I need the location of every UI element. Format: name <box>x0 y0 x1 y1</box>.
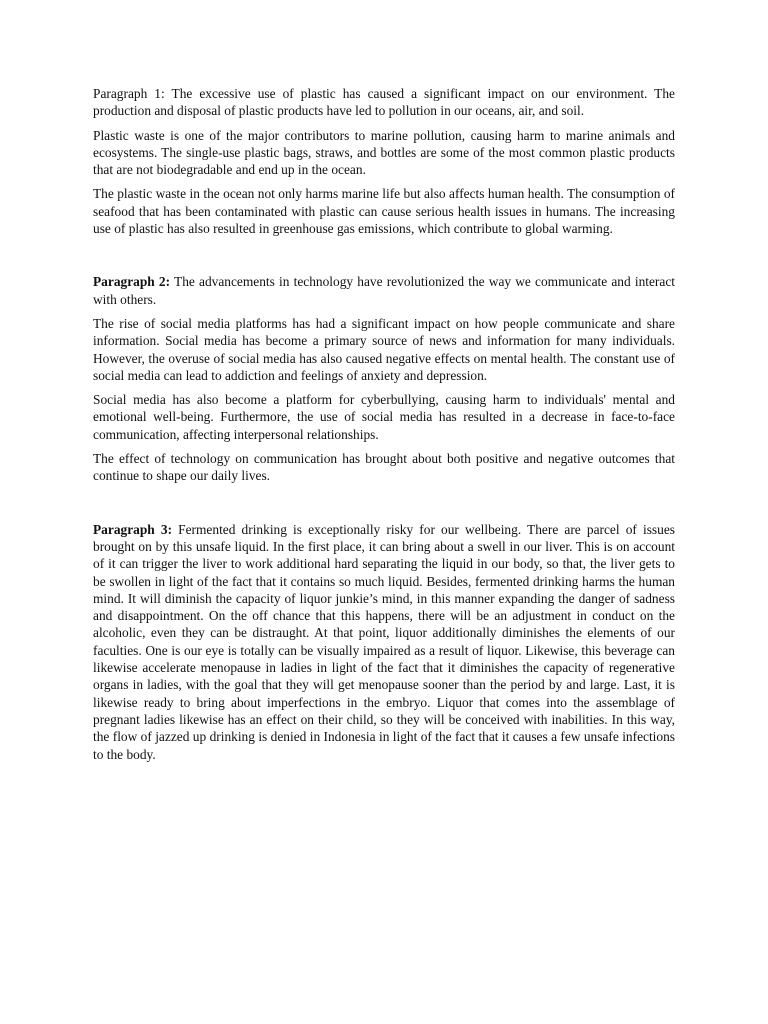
paragraph-2-intro-text: The advancements in technology have revolutionized the way we communicate and interact with others. <box>93 274 675 307</box>
paragraph-2-social-media: The rise of social media platforms has had a significant impact on how people communicate and share information. Social media has become a primary source of news and information for many individuals. However, the overuse of social media has also caused negative effects on mental health. The constant use of social media can lead to addiction and feelings of anxiety and depression. <box>93 315 675 383</box>
paragraph-3-heading: Paragraph 3: <box>93 521 173 537</box>
paragraph-2-conclusion: The effect of technology on communication has brought about both positive and negative outcomes that continue to shape our daily lives. <box>93 451 675 484</box>
paragraph-3-text: Fermented drinking is exceptionally risky for our wellbeing. There are parcel of issues brought on by this unsafe liquid. In the first place, it can bring about a swell in our liver. This is on account of it can trigger the liver to work additional hard separating the liquid in our body, so that, the liver gets to be swollen in light of the fact that it contains so much liquid. Besides, fermented drinking harms the human mind. It will diminish the capacity of liquor junkie’s mind, in this manner expanding the danger of sadness and disappointment. On the off chance that this happens, there will be an adjustment in conduct on the alcoholic, even they can be distraught. At that point, liquor additionally diminishes the elements of our faculties. One is our eye is totally can be visually impaired as a result of liquor. Likewise, this beverage can likewise accelerate menopause in ladies in light of the fact that it diminishes the capacity of regenerative organs in ladies, with the goal that they will get menopause sooner than the period by and large. Last, it is likewise ready to bring about imperfections in the embryo. Liquor that comes into the assemblage of pregnant ladies likewise has an effect on their child, so they will be conceived with inabilities. In this way, the flow of jazzed up drinking is denied in Indonesia in light of the fact that it causes a few unsafe infections to the body. <box>93 521 675 762</box>
paragraph-2-cyberbullying: Social media has also become a platform for cyberbullying, causing harm to individuals' mental and emotional well-being. Furthermore, the use of social media has resulted in a decrease in face-to-face communication, affecting interpersonal relationships. <box>93 392 675 442</box>
section-spacer <box>93 244 675 273</box>
section-spacer <box>93 492 675 521</box>
paragraph-2-heading: Paragraph 2: <box>93 274 171 290</box>
paragraph-1-plastic-waste: Plastic waste is one of the major contributors to marine pollution, causing harm to marine animals and ecosystems. The single-use plastic bags, straws, and bottles are some of the most common plastic products that are not biodegradable and end up in the ocean. <box>93 127 675 178</box>
document-page <box>93 85 675 770</box>
paragraph-1-intro: Paragraph 1: The excessive use of plastic has caused a significant impact on our environment. The production and disposal of plastic products have led to pollution in our oceans, air, and soil. <box>93 86 675 119</box>
paragraph-2-intro <box>93 273 675 308</box>
paragraph-1-health: The plastic waste in the ocean not only harms marine life but also affects human health. The consumption of seafood that has been contaminated with plastic can cause serious health issues in humans. The increasing use of plastic has also resulted in greenhouse gas emissions, which contribute to global warming. <box>93 186 675 237</box>
paragraph-3-body <box>93 521 675 763</box>
